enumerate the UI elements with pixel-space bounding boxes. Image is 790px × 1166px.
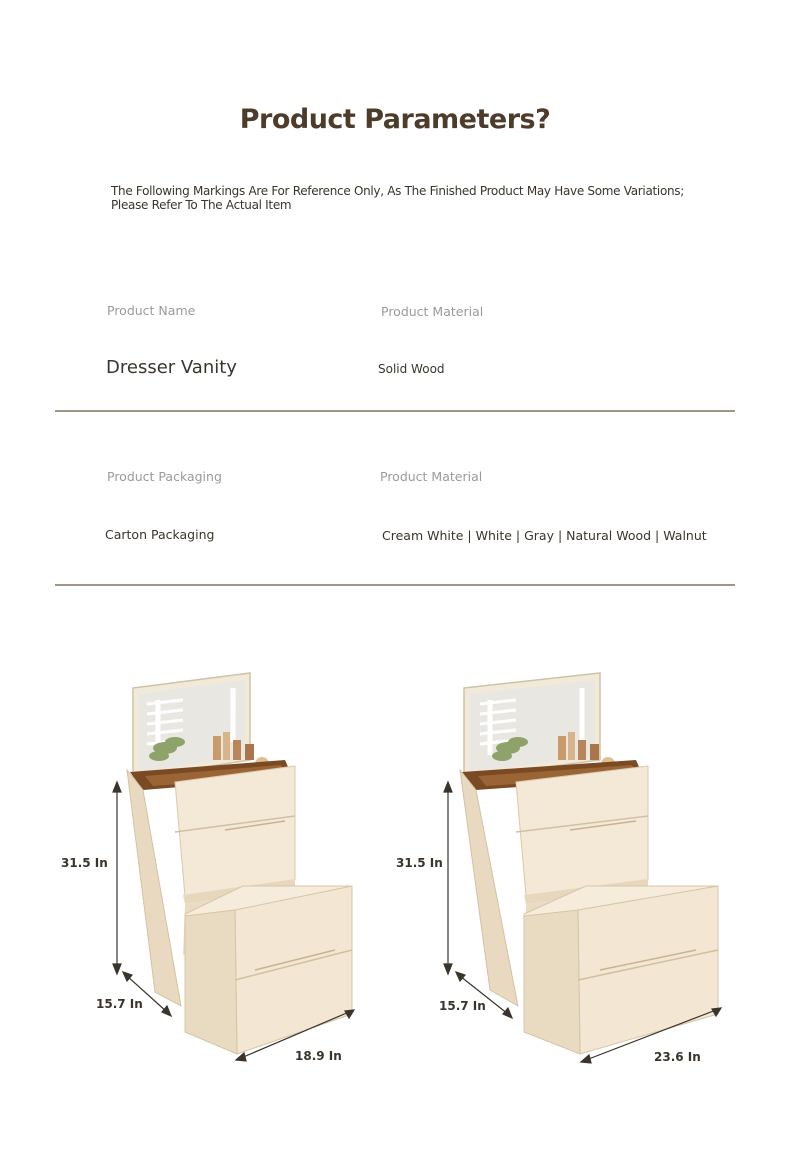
product-name-label: Product Name	[107, 303, 196, 318]
stool-side	[524, 910, 580, 1054]
side-panel	[127, 770, 181, 1006]
stool-side	[185, 910, 237, 1054]
product-color-value: Cream White | White | Gray | Natural Wood | Walnut	[382, 528, 707, 543]
depth-label-1: 15.7 In	[96, 997, 143, 1011]
width-label-2: 23.6 In	[654, 1050, 701, 1064]
cabinet-front	[516, 766, 648, 896]
reference-note-line-1: The Following Markings Are For Reference Only, As The Finished Product May Have Some Variations;	[111, 184, 684, 198]
depth-label-2: 15.7 In	[439, 999, 486, 1013]
page-title: Product Parameters?	[239, 104, 551, 135]
product-packaging-label: Product Packaging	[107, 469, 222, 484]
product-name-value: Dresser Vanity	[106, 357, 237, 378]
side-panel	[460, 770, 518, 1006]
height-label-2: 31.5 In	[396, 856, 443, 870]
reference-note	[111, 184, 711, 212]
reference-note-line-2: Please Refer To The Actual Item	[111, 198, 292, 212]
cabinet-front	[175, 766, 295, 896]
product-material-label: Product Material	[381, 304, 484, 319]
vanity-figure-large	[390, 660, 735, 1080]
width-label-1: 18.9 In	[295, 1049, 342, 1063]
stool-front	[578, 886, 718, 1054]
vanity-figure-small	[55, 660, 385, 1080]
height-arrow	[113, 782, 121, 974]
divider-2	[55, 584, 735, 586]
product-packaging-value: Carton Packaging	[105, 527, 215, 542]
stool-front	[235, 886, 352, 1054]
height-label-1: 31.5 In	[61, 856, 108, 870]
product-color-label: Product Material	[380, 469, 483, 484]
divider-1	[55, 410, 735, 412]
height-arrow	[444, 782, 452, 974]
product-material-value: Solid Wood	[378, 362, 445, 376]
